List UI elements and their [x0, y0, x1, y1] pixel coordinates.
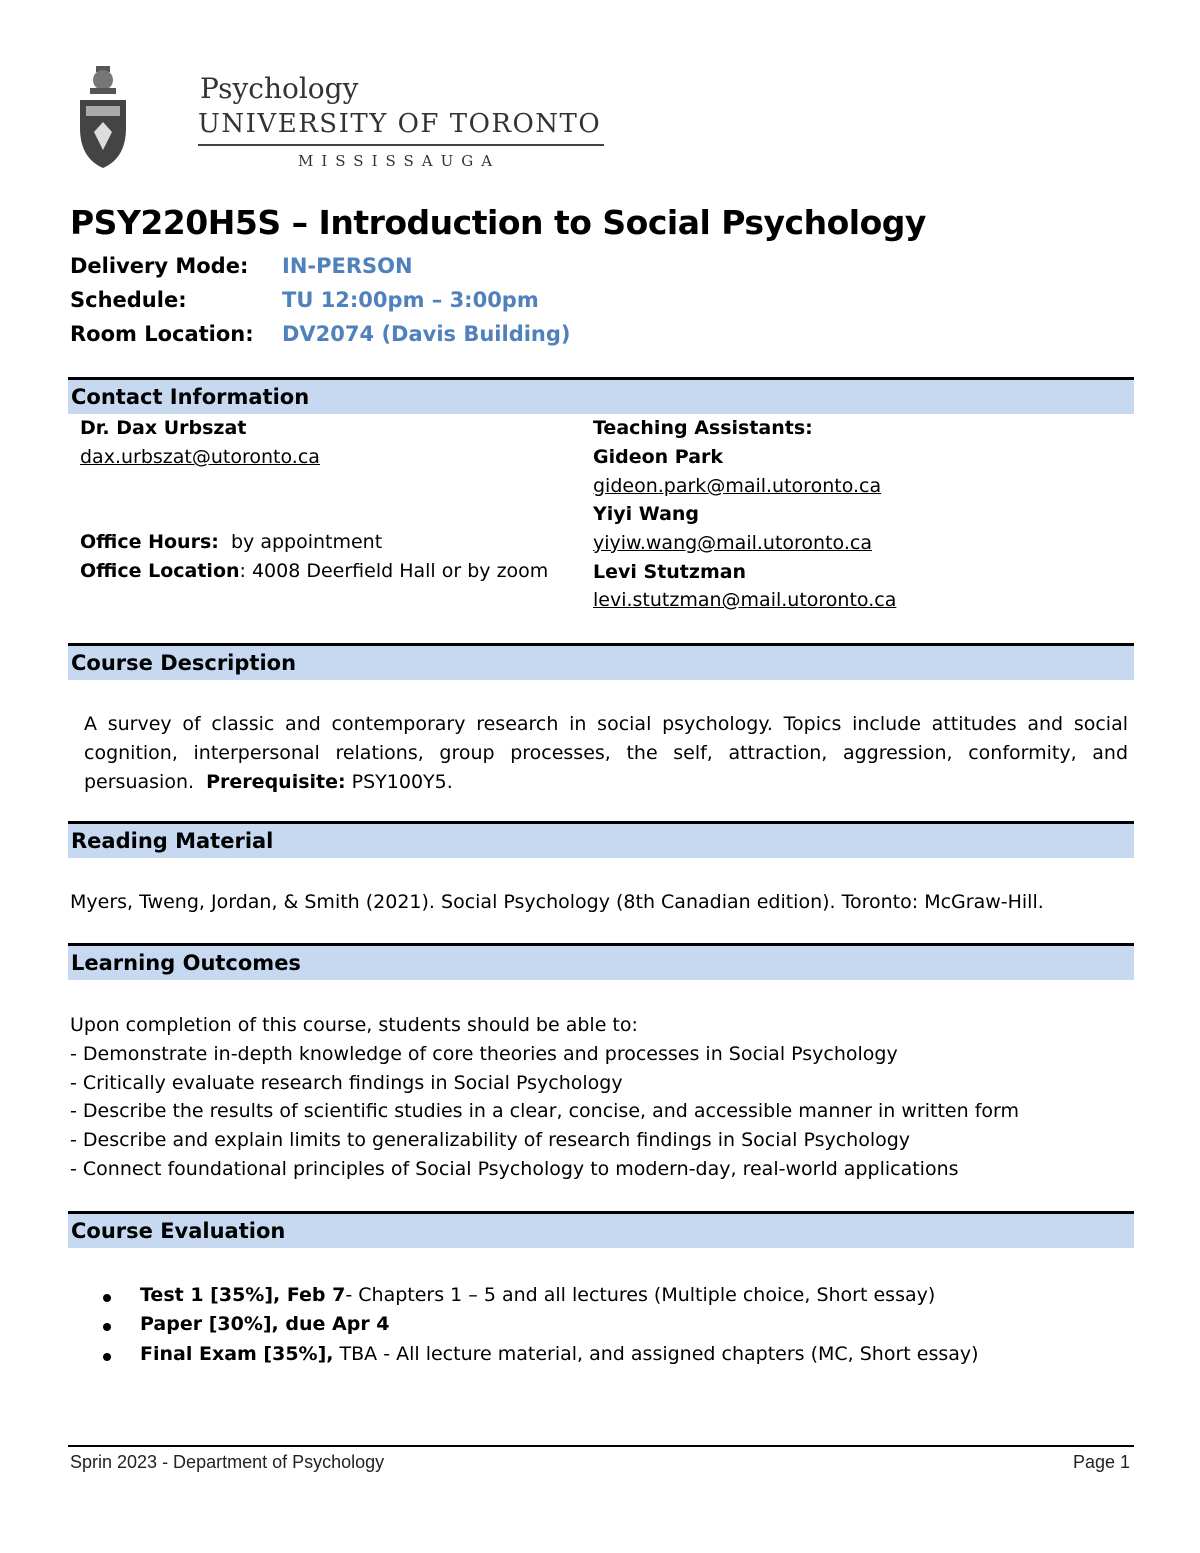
- footer-department: Sprin 2023 - Department of Psychology: [70, 1452, 385, 1472]
- evaluation-item-label: Test 1 [35%], Feb 7: [140, 1284, 346, 1306]
- learning-outcome-item: - Describe and explain limits to generalizability of research findings in Social Psychology: [70, 1129, 911, 1151]
- course-description-text: [84, 710, 1128, 797]
- learning-outcome-item: - Describe the results of scientific studies in a clear, concise, and accessible manner in written form: [70, 1100, 1019, 1122]
- section-heading: Course Description: [71, 651, 297, 675]
- learning-outcome-item: - Connect foundational principles of Social Psychology to modern-day, real-world applications: [70, 1158, 959, 1180]
- section-heading: Course Evaluation: [71, 1219, 286, 1243]
- university-crest-icon: [76, 66, 130, 170]
- ta-heading: Teaching Assistants:: [593, 417, 813, 439]
- learning-outcomes-intro: Upon completion of this course, students should be able to:: [70, 1014, 638, 1036]
- ta-email-link[interactable]: gideon.park@mail.utoronto.ca: [593, 475, 882, 497]
- ta-name: Gideon Park: [593, 446, 724, 468]
- description-body: A survey of classic and contemporary research in social psychology. Topics include attitudes and social cognition, interpersonal relations, group processes, the self, attraction, aggression, conformity, and persuasion.: [84, 713, 1128, 793]
- course-description-header: [68, 643, 1134, 680]
- logo-rule: [198, 144, 604, 146]
- delivery-mode-value: IN-PERSON: [282, 254, 413, 278]
- learning-outcome-item: - Demonstrate in-depth knowledge of core theories and processes in Social Psychology: [70, 1043, 898, 1065]
- office-hours-value: by appointment: [230, 531, 383, 553]
- office-location: [80, 560, 548, 582]
- delivery-mode-row: [70, 254, 413, 278]
- ta-name: Levi Stutzman: [593, 561, 747, 583]
- logo-department: Psychology: [200, 72, 359, 105]
- university-logo: [70, 62, 602, 174]
- learning-outcomes-header: [68, 943, 1134, 980]
- course-evaluation-header: [68, 1211, 1134, 1248]
- office-hours-label: Office Hours:: [80, 531, 219, 553]
- schedule-value: TU 12:00pm – 3:00pm: [282, 288, 539, 312]
- room-location-value: DV2074 (Davis Building): [282, 322, 571, 346]
- room-location-row: [70, 322, 571, 346]
- room-location-label: Room Location:: [70, 322, 254, 346]
- section-heading: Learning Outcomes: [71, 951, 301, 975]
- ta-email-link[interactable]: yiyiw.wang@mail.utoronto.ca: [593, 532, 872, 554]
- footer-page-number: Page 1: [1072, 1452, 1130, 1472]
- evaluation-item-label: Paper [30%], due Apr 4: [140, 1313, 390, 1335]
- section-heading: Contact Information: [71, 385, 310, 409]
- reading-material-header: [68, 821, 1134, 858]
- course-title: PSY220H5S – Introduction to Social Psychology: [70, 203, 926, 242]
- bullet-icon: [103, 1353, 111, 1361]
- evaluation-item-label: Final Exam [35%],: [140, 1343, 334, 1365]
- bullet-icon: [103, 1323, 111, 1331]
- prerequisite-label: Prerequisite:: [206, 771, 346, 793]
- logo-university: UNIVERSITY OF TORONTO: [198, 109, 602, 139]
- ta-name: Yiyi Wang: [593, 503, 700, 525]
- delivery-mode-label: Delivery Mode:: [70, 254, 249, 278]
- ta-email-link[interactable]: levi.stutzman@mail.utoronto.ca: [593, 589, 897, 611]
- evaluation-item-detail: - Chapters 1 – 5 and all lectures (Multiple choice, Short essay): [345, 1284, 936, 1306]
- schedule-label: Schedule:: [70, 288, 187, 312]
- instructor-email-link[interactable]: dax.urbszat@utoronto.ca: [80, 446, 320, 468]
- footer-rule: [68, 1445, 1134, 1447]
- contact-information-header: [68, 377, 1134, 414]
- prerequisite-value: PSY100Y5.: [351, 771, 453, 793]
- bullet-icon: [103, 1294, 111, 1302]
- logo-campus: MISSISSAUGA: [298, 152, 501, 170]
- office-location-label: Office Location: [80, 560, 240, 582]
- learning-outcome-item: - Critically evaluate research findings in Social Psychology: [70, 1072, 623, 1094]
- section-heading: Reading Material: [71, 829, 274, 853]
- office-location-value: : 4008 Deerfield Hall or by zoom: [239, 560, 549, 582]
- schedule-row: [70, 288, 539, 312]
- office-hours: [80, 531, 382, 553]
- instructor-name: Dr. Dax Urbszat: [80, 417, 247, 439]
- evaluation-item-detail: TBA - All lecture material, and assigned chapters (MC, Short essay): [333, 1343, 979, 1365]
- reading-material-text: Myers, Tweng, Jordan, & Smith (2021). Social Psychology (8th Canadian edition). Toronto: McGraw-Hill.: [70, 891, 1044, 913]
